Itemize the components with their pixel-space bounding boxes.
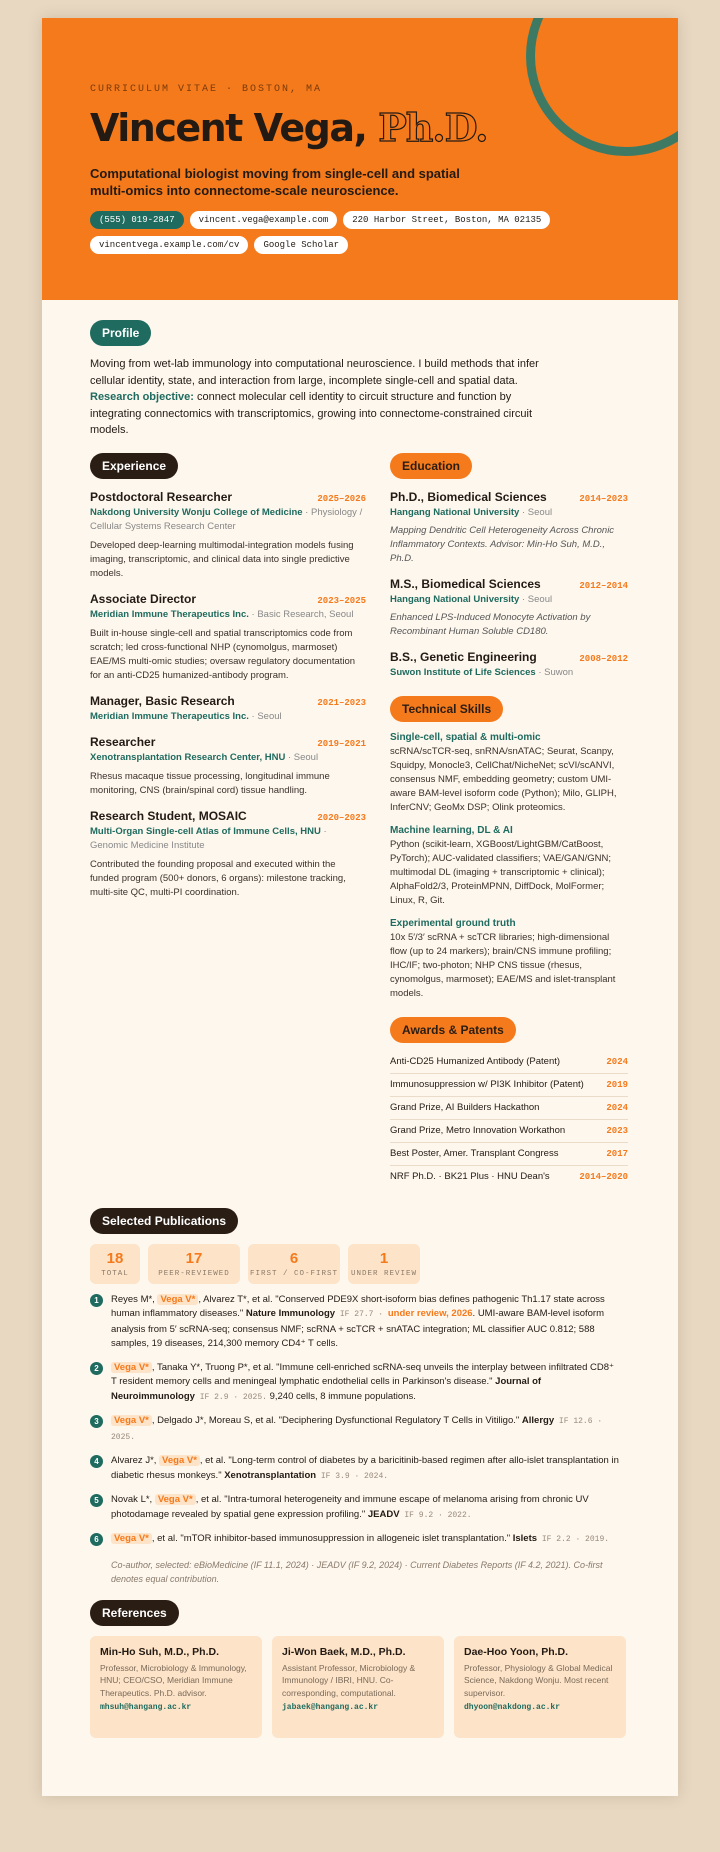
education-heading: Education [390, 453, 472, 479]
job-description: Rhesus macaque tissue processing, longitudinal immune monitoring, CNS (brain/spinal cord) tissue handling. [90, 770, 330, 796]
education-entry [390, 650, 628, 680]
phone-chip[interactable]: (555) 019-2847 [90, 211, 184, 229]
header-kicker: CURRICULUM VITAE · BOSTON, MA [90, 84, 323, 95]
tagline: Computational biologist moving from single-cell and spatial multi-omics into connectome-scale neuroscience. [90, 166, 460, 198]
school-line [390, 506, 628, 520]
job-place: · Genomic Medicine Institute [90, 825, 327, 851]
education-years: 2012–2014 [579, 580, 628, 591]
name-credential: Ph.D. [378, 105, 488, 150]
stat-card [348, 1244, 420, 1284]
job-years: 2019–2021 [317, 738, 366, 749]
reference-role: Professor, Physiology & Global Medical Science, Nakdong Wonju. Most recent supervisor. [464, 1662, 613, 1698]
pub-impact-factor: IF 3.9 · 2024. [316, 1471, 389, 1481]
website-chip[interactable]: vincentvega.example.com/cv [90, 236, 248, 254]
pub-journal: Xenotransplantation [224, 1469, 317, 1481]
award-name: Anti-CD25 Humanized Antibody (Patent) [390, 1055, 561, 1067]
award-year: 2023 [606, 1125, 628, 1136]
cv-header [42, 18, 678, 300]
skill-category: Machine learning, DL & AI [390, 824, 513, 836]
skill-category: Single-cell, spatial & multi-omic [390, 731, 541, 743]
publication-list [90, 1293, 630, 1548]
education-header [390, 490, 628, 504]
job-org-line [90, 608, 366, 622]
stat-number: 1 [379, 1249, 389, 1267]
job-org: Meridian Immune Therapeutics Inc. [90, 608, 249, 620]
award-row [390, 1051, 628, 1074]
name-text: Vincent Vega, [90, 106, 367, 150]
school-place: · Seoul [519, 593, 553, 605]
reference-email[interactable]: dhyoon@nakdong.ac.kr [464, 1703, 561, 1712]
education-years: 2014–2023 [579, 493, 628, 504]
job-title: Postdoctoral Researcher [90, 489, 233, 504]
publication-number: 1 [90, 1294, 103, 1307]
skill-text: Python (scikit-learn, XGBoost/LightGBM/CatBoost, PyTorch); AUC-validated classifiers; VAE/GAN/GNN; multimodal DL (imaging + transcriptomic + clinical); AlphaFold2/3, ProteinMPNN, DiffDock, MolFormer; Linux, R, Git. [390, 838, 612, 906]
job-years: 2020–2023 [317, 812, 366, 823]
job-years: 2025–2026 [317, 493, 366, 504]
pub-status: under review, 2026 [387, 1308, 473, 1319]
pub-authors-pre: Alvarez J*, [111, 1455, 160, 1466]
job-place: · Seoul [248, 710, 282, 722]
profile-text [90, 356, 540, 439]
publication-text [111, 1293, 619, 1352]
references-list [90, 1636, 630, 1738]
publication-stats [90, 1244, 630, 1284]
pub-details: 9,240 cells, 8 immune populations. [266, 1390, 416, 1402]
award-name: Grand Prize, Metro Innovation Workathon [390, 1124, 566, 1136]
award-name: Grand Prize, AI Builders Hackathon [390, 1101, 540, 1113]
reference-name: Min-Ho Suh, M.D., Ph.D. [100, 1645, 219, 1658]
skill-text: scRNA/scTCR-seq, snRNA/snATAC; Seurat, Scanpy, Squidpy, Monocle3, CellChat/NicheNet; scVI/scANVI, consensus NMF, embedding geometry; custom UMI-aware BAM-level isoform code (Python); Milo, GLIPH, InferCNV; GeoMx DSP; Olink proteomics. [390, 745, 617, 813]
education-entry [390, 490, 628, 566]
pub-authors-title: , Tanaka Y*, Truong P*, et al. "Immune cell-enriched scRNA-seq unveils the interplay between infiltrated CD8⁺ T resident memory cells and meningeal lymphatic endothelial cells in Parkinson's disease." [111, 1361, 615, 1387]
job-title: Researcher [90, 734, 156, 749]
pub-journal: Allergy [521, 1415, 555, 1426]
job-entry [90, 490, 366, 581]
pub-journal: JEADV [367, 1508, 400, 1520]
award-year: 2024 [606, 1056, 628, 1067]
job-entry [90, 694, 366, 724]
publication-number: 2 [90, 1362, 103, 1375]
publication-number: 6 [90, 1533, 103, 1546]
pub-impact-factor: IF 2.2 · 2019. [537, 1535, 610, 1544]
publication-item [90, 1414, 630, 1445]
skill-text: 10x 5′/3′ scRNA + scTCR libraries; high-dimensional flow (up to 24 markers); brain/CNS immune profiling; IHC/IF; two-photon; NHP CNS tissue (rhesus, cynomolgus, marmoset); EAE/MS and islet-transplant models. [390, 931, 616, 999]
stat-label: FIRST / CO-FIRST [249, 1269, 338, 1278]
pub-details: . UMI-aware BAM-level isoform analysis from 5′ scRNA-seq; consensus NMF; scRNA + scTCR + snATAC integration; ML classifier AUC 0.812; 588 samples, 19 diseases, 214,300 memory CD4⁺ T cells. [111, 1308, 604, 1349]
job-years: 2021–2023 [317, 697, 366, 708]
publications-note: Co-author, selected: eBioMedicine (IF 11.1, 2024) · JEADV (IF 9.2, 2024) · Current Diabetes Reports (IF 4.2, 2021). Co-first denotes equal contribution. [111, 1559, 603, 1584]
award-row [390, 1074, 628, 1097]
publication-text [111, 1361, 619, 1406]
stat-card [248, 1244, 340, 1284]
stat-number: 18 [106, 1249, 124, 1267]
job-org: Nakdong University Wonju College of Medicine [90, 506, 303, 518]
pub-journal: Islets [512, 1533, 538, 1544]
thesis: Enhanced LPS-Induced Monocyte Activation by Recombinant Human Soluble CD180. [390, 611, 591, 637]
school: Suwon Institute of Life Sciences [390, 666, 536, 678]
reference-role: Professor, Microbiology & Immunology, HNU; CEO/CSO, Meridian Immune Therapeutics. Ph.D. advisor. [100, 1662, 247, 1698]
education-years: 2008–2012 [579, 653, 628, 664]
stat-number: 17 [185, 1249, 203, 1267]
education-entry [390, 577, 628, 639]
job-header [90, 592, 366, 606]
education-list [390, 490, 628, 680]
pub-authors-title: , et al. "Intra-tumoral heterogeneity and immune escape of melanoma arising from chronic UV photodamage revealed by spatial gene expression profiling." [111, 1494, 589, 1520]
reference-name: Dae-Hoo Yoon, Ph.D. [464, 1645, 569, 1658]
pub-impact-factor: IF 9.2 · 2022. [399, 1510, 472, 1520]
email-chip[interactable]: vincent.vega@example.com [190, 211, 338, 229]
school: Hangang National University [390, 506, 520, 518]
job-org: Meridian Immune Therapeutics Inc. [90, 710, 249, 722]
education-header [390, 577, 628, 591]
school-line [390, 666, 628, 680]
stat-card [148, 1244, 240, 1284]
pub-self-author: Vega V* [111, 1362, 152, 1373]
pub-self-author: Vega V* [159, 1455, 200, 1466]
job-entry [90, 809, 366, 900]
award-year: 2024 [606, 1102, 628, 1113]
pub-authors-title: , et al. "Long-term control of diabetes by a baricitinib-based regimen after allo-islet transplantation in diabetic rhesus monkeys." [111, 1455, 619, 1481]
job-place: · Basic Research, Seoul [248, 608, 354, 620]
research-objective-label: Research objective: [90, 391, 194, 403]
skills-heading: Technical Skills [390, 696, 503, 722]
pub-self-author: Vega V* [111, 1415, 152, 1426]
award-year: 2014–2020 [579, 1171, 628, 1182]
stat-label: PEER-REVIEWED [158, 1269, 230, 1278]
pub-authors-pre: Novak L*, [111, 1494, 155, 1505]
scholar-link-chip[interactable]: Google Scholar [254, 236, 348, 254]
cv-page [42, 18, 678, 1796]
publication-text [111, 1454, 619, 1484]
reference-card [272, 1636, 444, 1738]
profile-text-b: connect molecular cell identity to circuit structure and function by integrating connectomics with transcriptomics, growing into connectome-constrained circuit models. [90, 391, 533, 436]
stat-label: UNDER REVIEW [350, 1269, 417, 1278]
publication-number: 4 [90, 1455, 103, 1468]
job-org: Xenotransplantation Research Center, HNU [90, 751, 286, 763]
degree: Ph.D., Biomedical Sciences [390, 489, 547, 504]
publication-item [90, 1532, 630, 1548]
pub-impact-factor: IF 27.7 · [335, 1310, 388, 1319]
award-row [390, 1166, 628, 1188]
school-line [390, 593, 628, 607]
job-header [90, 735, 366, 749]
degree: M.S., Biomedical Sciences [390, 576, 541, 591]
awards-list [390, 1051, 628, 1188]
experience-list [90, 490, 366, 900]
profile-heading: Profile [90, 320, 151, 346]
stat-card [90, 1244, 140, 1284]
publications-heading: Selected Publications [90, 1208, 238, 1234]
awards-heading: Awards & Patents [390, 1017, 516, 1043]
job-place: · Physiology / Cellular Systems Research Center [90, 506, 363, 532]
publication-item [90, 1454, 630, 1484]
job-header [90, 809, 366, 823]
publication-text [111, 1493, 619, 1523]
skills-list [390, 732, 628, 1001]
publication-number: 5 [90, 1494, 103, 1507]
reference-name: Ji-Won Baek, M.D., Ph.D. [282, 1645, 406, 1658]
pub-journal: Journal of Neuroimmunology [111, 1376, 542, 1402]
pub-impact-factor: IF 2.9 · 2025. [194, 1392, 267, 1402]
job-description: Contributed the founding proposal and executed within the funded program (500+ donors, 6 organs): milestone tracking, multi-site QC, multi-PI coordination. [90, 858, 346, 898]
two-columns [90, 453, 630, 1188]
publication-text [111, 1414, 619, 1445]
publication-item [90, 1293, 630, 1352]
job-header [90, 490, 366, 504]
skill-category: Experimental ground truth [390, 917, 516, 929]
job-title: Manager, Basic Research [90, 693, 235, 708]
right-column [390, 453, 628, 1188]
job-years: 2023–2025 [317, 595, 366, 606]
award-row [390, 1143, 628, 1166]
pub-impact-factor: IF 12.6 · 2025. [111, 1417, 603, 1442]
experience-heading: Experience [90, 453, 178, 479]
degree: B.S., Genetic Engineering [390, 649, 537, 664]
award-name: NRF Ph.D. · BK21 Plus · HNU Dean's [390, 1170, 550, 1182]
job-header [90, 694, 366, 708]
award-row [390, 1120, 628, 1143]
job-description: Developed deep-learning multimodal-integration models fusing imaging, transcriptomic, and clinical data into single predictive models. [90, 539, 354, 579]
profile-text-a: Moving from wet-lab immunology into computational neuroscience. I build methods that infer cellular identity, state, and interaction from large, incomplete single-cell and spatial data. [90, 358, 539, 387]
pub-authors-title: , Alvarez T*, et al. "Conserved PDE9X short-isoform bias defines pathogenic Th1.17 state across human inflammatory diseases." [111, 1293, 605, 1319]
references-heading: References [90, 1600, 179, 1626]
publication-number: 3 [90, 1415, 103, 1428]
job-org-line [90, 710, 366, 724]
pub-self-author: Vega V* [155, 1494, 196, 1505]
job-description: Built in-house single-cell and spatial transcriptomics code from scratch; led cross-functional NHP (cynomolgus, marmoset) EAE/MS multi-omic studies; oversaw regulatory documentation for an anti-CD25 humanized-antibody program. [90, 627, 356, 681]
job-org-line [90, 751, 366, 765]
thesis: Mapping Dendritic Cell Heterogeneity Across Chronic Inflammatory Contexts. Advisor: Min-Ho Suh, M.D., Ph.D. [390, 524, 615, 564]
job-place: · Seoul [285, 751, 319, 763]
pub-authors-title: , Delgado J*, Moreau S, et al. "Deciphering Dysfunctional Regulatory T Cells in Vitiligo." [151, 1415, 522, 1426]
job-title: Research Student, MOSAIC [90, 808, 247, 823]
left-column [90, 453, 366, 1188]
school-place: · Suwon [535, 666, 574, 678]
pub-journal: Nature Immunology [245, 1308, 336, 1319]
school: Hangang National University [390, 593, 520, 605]
publication-item [90, 1361, 630, 1406]
education-header [390, 650, 628, 664]
award-row [390, 1097, 628, 1120]
award-year: 2017 [606, 1148, 628, 1159]
pub-authors-pre: Reyes M*, [111, 1293, 158, 1305]
pub-self-author: Vega V* [111, 1533, 152, 1544]
job-org-line [90, 506, 366, 534]
reference-role: Assistant Professor, Microbiology & Immunology / IBRI, HNU. Co-corresponding, computational. [282, 1662, 416, 1698]
job-entry [90, 592, 366, 683]
reference-card [90, 1636, 262, 1738]
stat-label: TOTAL [101, 1269, 129, 1278]
award-name: Immunosuppression w/ PI3K Inhibitor (Patent) [390, 1078, 584, 1090]
address-chip: 220 Harbor Street, Boston, MA 02135 [343, 211, 550, 229]
job-org-line [90, 825, 366, 853]
publication-text [111, 1532, 619, 1548]
award-name: Best Poster, Amer. Transplant Congress [390, 1147, 559, 1159]
cv-body [42, 300, 678, 1738]
reference-email[interactable]: mhsuh@hangang.ac.kr [100, 1703, 192, 1712]
school-place: · Seoul [519, 506, 553, 518]
reference-email[interactable]: jabaek@hangang.ac.kr [282, 1703, 379, 1712]
pub-self-author: Vega V* [157, 1294, 198, 1305]
publication-item [90, 1493, 630, 1523]
job-title: Associate Director [90, 591, 197, 606]
reference-card [454, 1636, 626, 1738]
job-entry [90, 735, 366, 798]
job-org: Multi-Organ Single-cell Atlas of Immune Cells, HNU [90, 825, 321, 837]
stat-number: 6 [289, 1249, 299, 1267]
pub-authors-title: , et al. "mTOR inhibitor-based immunosuppression in allogeneic islet transplantation." [151, 1533, 513, 1544]
award-year: 2019 [606, 1079, 628, 1090]
contact-chips [90, 211, 560, 254]
